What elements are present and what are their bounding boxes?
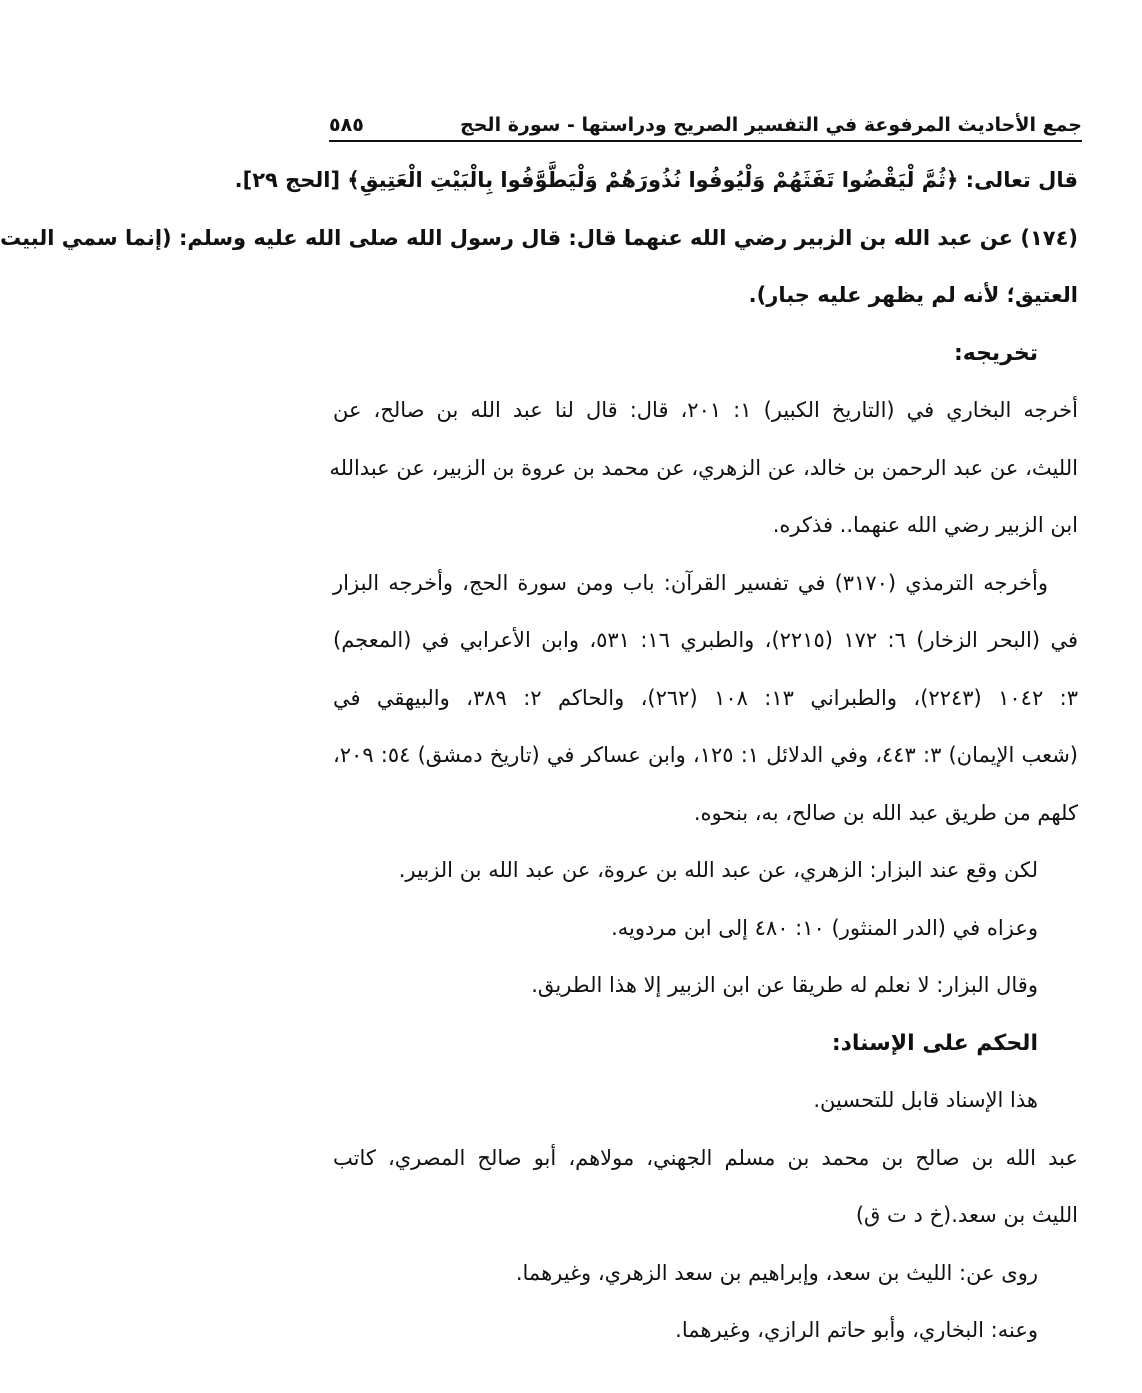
- section-heading-takhrij: تخريجه:: [953, 340, 1038, 366]
- paragraph-line: في (البحر الزخار) ٦: ١٧٢ (٢٢١٥)، والطبري ١٦: ٥٣١، وابن الأعرابي في (المعجم): [333, 628, 1078, 652]
- paragraph-line: أخرجه البخاري في (التاريخ الكبير) ١: ٢٠١، قال: قال لنا عبد الله بن صالح، عن: [333, 398, 1078, 422]
- paragraph-line: هذا الإسناد قابل للتحسين.: [813, 1088, 1038, 1112]
- paragraph-line: (شعب الإيمان) ٣: ٤٤٣، وفي الدلائل ١: ١٢٥، وابن عساكر في (تاريخ دمشق) ٥٤: ٢٠٩،: [333, 743, 1078, 767]
- paragraph-line: الليث، عن عبد الرحمن بن خالد، عن الزهري، عن محمد بن عروة بن الزبير، عن عبدالله: [329, 455, 1078, 480]
- paragraph-line: ٣: ١٠٤٢ (٢٢٤٣)، والطبراني ١٣: ١٠٨ (٢٦٢)، والحاكم ٢: ٣٨٩، والبيهقي في: [333, 685, 1078, 710]
- header-rule: [329, 140, 1082, 142]
- hadith-text-line: العتيق؛ لأنه لم يظهر عليه جبار).: [748, 283, 1078, 307]
- paragraph-line: عبد الله بن صالح بن محمد بن مسلم الجهني، مولاهم، أبو صالح المصري، كاتب: [333, 1145, 1078, 1170]
- paragraph-line: الليث بن سعد.(خ د ت ق): [855, 1203, 1078, 1227]
- header-title: جمع الأحاديث المرفوعة في التفسير الصريح ودراستها - سورة الحج: [460, 114, 1082, 136]
- paragraph-line: وقال البزار: لا نعلم له طريقا عن ابن الزبير إلا هذا الطريق.: [531, 973, 1038, 997]
- document-body: [0, 152, 1078, 1360]
- section-heading-ruling: الحكم على الإسناد:: [831, 1030, 1038, 1056]
- paragraph-line: ابن الزبير رضي الله عنهما.. فذكره.: [772, 513, 1078, 537]
- hadith-text-line: (١٧٤) عن عبد الله بن الزبير رضي الله عنهما قال: قال رسول الله صلى الله عليه وسلم: (إنما سمي البيت: [0, 225, 1078, 250]
- paragraph-line: وأخرجه الترمذي (٣١٧٠) في تفسير القرآن: باب ومن سورة الحج، وأخرجه البزار: [333, 570, 1048, 595]
- paragraph-line: وعزاه في (الدر المنثور) ١٠: ٤٨٠ إلى ابن مردويه.: [611, 915, 1038, 940]
- page-number: ٥٨٥: [329, 114, 364, 136]
- paragraph-line: روى عن: الليث بن سعد، وإبراهيم بن سعد الزهري، وغيرهما.: [515, 1260, 1038, 1285]
- quran-verse-line: قال تعالى: ﴿ثُمَّ لْيَقْضُوا تَفَثَهُمْ وَلْيُوفُوا نُذُورَهُمْ وَلْيَطَّوَّفُوا بِالْبَيْتِ الْعَتِيقِ﴾ [الحج ٢٩].: [234, 168, 1078, 192]
- paragraph-line: وعنه: البخاري، وأبو حاتم الرازي، وغيرهما.: [675, 1318, 1038, 1342]
- running-header: [329, 106, 1082, 136]
- paragraph-line: كلهم من طريق عبد الله بن صالح، به، بنحوه.: [693, 800, 1078, 825]
- paragraph-line: لكن وقع عند البزار: الزهري، عن عبد الله بن عروة، عن عبد الله بن الزبير.: [398, 858, 1038, 882]
